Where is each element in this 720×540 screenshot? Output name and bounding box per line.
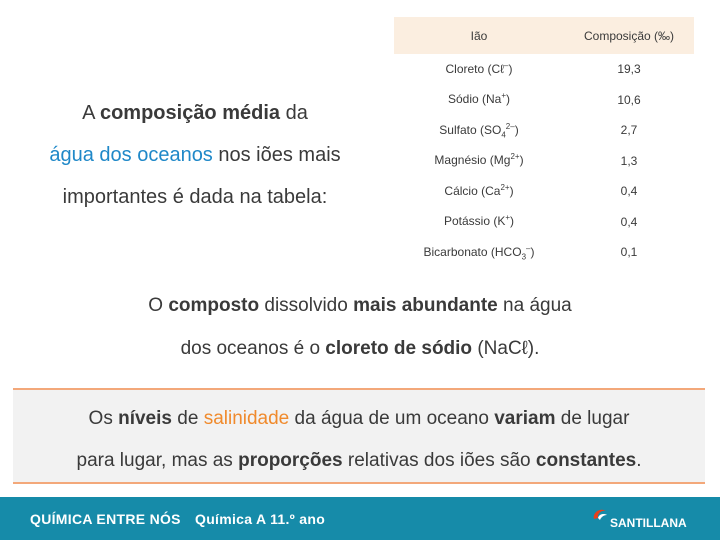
intro-text [0,92,390,218]
intro-line-1 [0,92,390,134]
conclusion-line-2: dos oceanos é o cloreto de sódio (NaCℓ). [180,338,540,359]
footer-course: Química A 11.º ano [195,511,326,527]
table-row [394,176,694,207]
ion-value: 0,1 [620,245,638,260]
intro-text-part: A [82,102,100,124]
table-row [394,237,694,268]
header-composition: Composição (‰) [564,17,694,54]
footer-series-title: QUÍMICA ENTRE NÓS [30,511,181,527]
ion-value: 10,6 [617,92,641,107]
salinity-note-box [13,388,705,484]
ion-name: Potássio (K+) [443,213,515,229]
header-ion: Ião [394,17,564,54]
note-line-1: Os níveis de salinidade da água de um oceano variam de lugar [88,408,630,429]
intro-highlight-ocean-water: água dos oceanos [49,144,213,166]
table-row [394,85,694,116]
footer-brand [30,511,326,527]
table-row [394,54,694,85]
ion-name: Cálcio $(Ca^{2+})$ [444,182,514,198]
intro-line-3: importantes é dada na tabela: [62,186,328,208]
logo-text: SANTILLANA [610,516,687,530]
santillana-logo [590,505,690,533]
ion-name: Bicarbonato $(HCO_3^-)$ [423,243,535,261]
table-row [394,146,694,177]
ion-name: Cloreto (Cℓ–) [445,60,513,76]
note-highlight-salinity: salinidade [203,408,290,429]
ion-name: Sulfato $(SO_4^{2-})$ [439,121,519,139]
table-header-row [394,17,694,54]
conclusion-line-1: O composto dissolvido mais abundante na água [148,295,572,316]
table-row [394,115,694,146]
ion-name: Magnésio $(Mg^{2+})$ [434,152,524,168]
ion-composition-table [394,17,694,268]
ion-value: 0,4 [620,184,638,199]
intro-line-2 [0,134,390,176]
intro-bold-composition: composição média [99,102,281,124]
ion-value: 19,3 [617,62,641,77]
santillana-swirl-icon [590,505,612,527]
ion-value: 2,7 [620,123,638,138]
ion-value: 0,4 [620,214,638,229]
intro-text-part: da [280,102,308,124]
ion-value: 1,3 [620,153,638,168]
intro-text-part: nos iões mais [212,144,341,166]
table-row [394,207,694,238]
note-line-2: para lugar, mas as proporções relativas dos iões são constantes. [76,450,642,471]
footer-bar [0,497,720,540]
conclusion-text [0,284,720,370]
ion-name: Sódio (Na+) [447,91,511,107]
